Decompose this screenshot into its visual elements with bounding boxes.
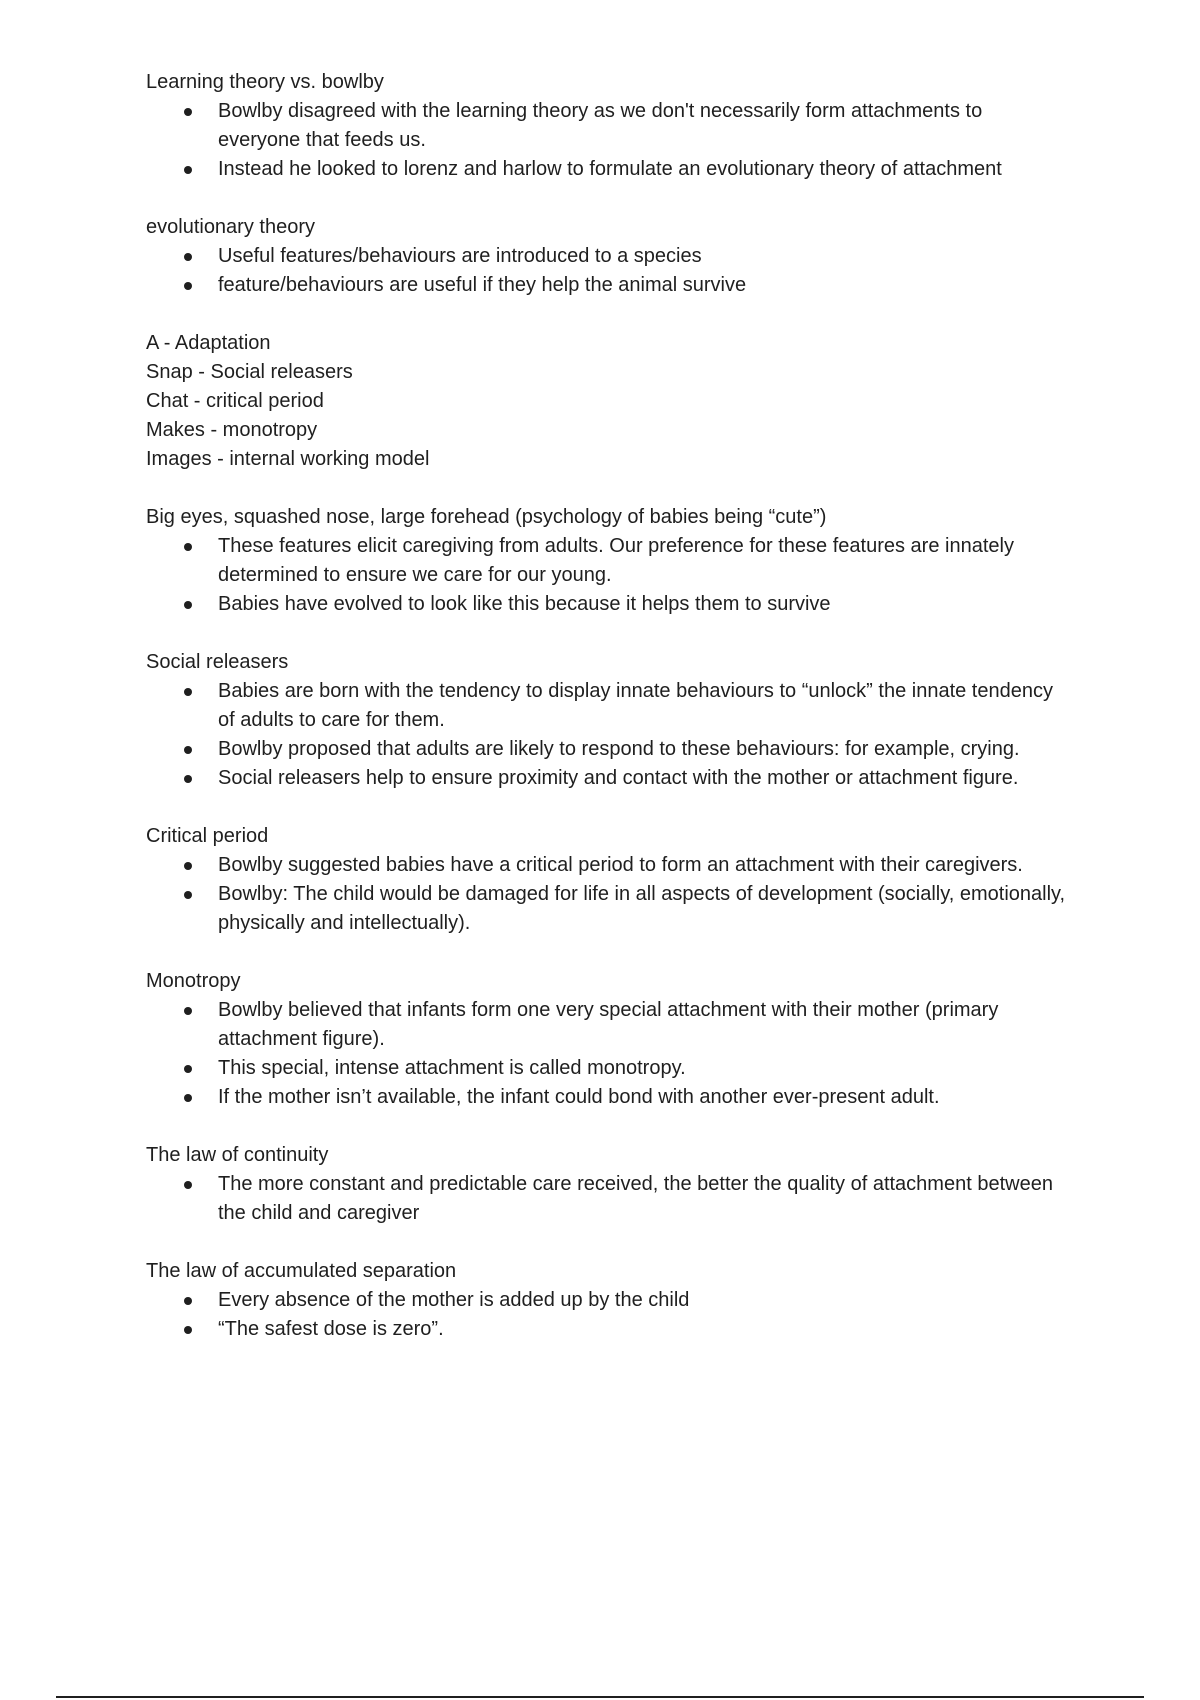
bullet-item bbox=[146, 242, 1066, 271]
bullet-item bbox=[146, 1083, 1066, 1112]
document-page bbox=[146, 68, 1066, 1373]
bullet-icon bbox=[184, 282, 192, 290]
section-mnemonic bbox=[146, 329, 1066, 474]
section-heading: evolutionary theory bbox=[146, 216, 315, 238]
bullet-text: This special, intense attachment is called monotropy. bbox=[218, 1057, 686, 1079]
section-heading: Social releasers bbox=[146, 651, 289, 673]
bullet-item bbox=[146, 851, 1066, 880]
section-heading: Monotropy bbox=[146, 970, 241, 992]
bullet-icon bbox=[184, 775, 192, 783]
bullet-list bbox=[146, 996, 1066, 1112]
section-law-of-accumulated-separation bbox=[146, 1257, 1066, 1344]
bullet-item bbox=[146, 1286, 1066, 1315]
bullet-text: The more constant and predictable care received, the better the quality of attachment between the child and caregiver bbox=[218, 1173, 1053, 1224]
section-heading: The law of continuity bbox=[146, 1144, 329, 1166]
bullet-item bbox=[146, 677, 1066, 735]
bullet-icon bbox=[184, 688, 192, 696]
section-baby-features bbox=[146, 503, 1066, 619]
bullet-icon bbox=[184, 108, 192, 116]
bullet-item bbox=[146, 996, 1066, 1054]
bullet-list bbox=[146, 242, 1066, 300]
mnemonic-line: Makes - monotropy bbox=[146, 419, 318, 441]
bullet-item bbox=[146, 880, 1066, 938]
bullet-list bbox=[146, 677, 1066, 793]
bullet-text: These features elicit caregiving from adults. Our preference for these features are innately determined to ensure we care for our young. bbox=[218, 535, 1014, 586]
section-heading: Critical period bbox=[146, 825, 269, 847]
section-law-of-continuity bbox=[146, 1141, 1066, 1228]
bullet-item bbox=[146, 1054, 1066, 1083]
bullet-text: If the mother isn’t available, the infant could bond with another ever-present adult. bbox=[218, 1086, 940, 1108]
bullet-text: Instead he looked to lorenz and harlow to formulate an evolutionary theory of attachment bbox=[218, 158, 1002, 180]
bullet-text: Bowlby believed that infants form one very special attachment with their mother (primary attachment figure). bbox=[218, 999, 999, 1050]
bullet-icon bbox=[184, 253, 192, 261]
bullet-text: Useful features/behaviours are introduced to a species bbox=[218, 245, 702, 267]
bullet-icon bbox=[184, 746, 192, 754]
bullet-text: Bowlby: The child would be damaged for life in all aspects of development (socially, emotionally, physically and intellectually). bbox=[218, 883, 1066, 934]
bullet-icon bbox=[184, 1326, 192, 1334]
section-heading: Big eyes, squashed nose, large forehead (psychology of babies being “cute”) bbox=[146, 506, 827, 528]
bullet-list bbox=[146, 97, 1066, 184]
section-social-releasers bbox=[146, 648, 1066, 793]
bullet-text: Social releasers help to ensure proximity and contact with the mother or attachment figure. bbox=[218, 767, 1019, 789]
bullet-item bbox=[146, 735, 1066, 764]
section-evolutionary-theory bbox=[146, 213, 1066, 300]
section-learning-theory bbox=[146, 68, 1066, 184]
bullet-icon bbox=[184, 891, 192, 899]
bullet-icon bbox=[184, 1181, 192, 1189]
bullet-list bbox=[146, 1170, 1066, 1228]
footer-divider bbox=[56, 1696, 1144, 1698]
bullet-icon bbox=[184, 1065, 192, 1073]
bullet-list bbox=[146, 851, 1066, 938]
bullet-text: feature/behaviours are useful if they help the animal survive bbox=[218, 274, 747, 296]
bullet-icon bbox=[184, 543, 192, 551]
bullet-item bbox=[146, 1170, 1066, 1228]
section-heading: Learning theory vs. bowlby bbox=[146, 71, 384, 93]
section-heading: The law of accumulated separation bbox=[146, 1260, 457, 1282]
section-critical-period bbox=[146, 822, 1066, 938]
bullet-item bbox=[146, 590, 1066, 619]
bullet-list bbox=[146, 1286, 1066, 1344]
mnemonic-line: Snap - Social releasers bbox=[146, 361, 353, 383]
bullet-item bbox=[146, 97, 1066, 155]
bullet-icon bbox=[184, 1007, 192, 1015]
bullet-text: Bowlby disagreed with the learning theory as we don't necessarily form attachments to everyone that feeds us. bbox=[218, 100, 983, 151]
mnemonic-line: A - Adaptation bbox=[146, 332, 271, 354]
bullet-icon bbox=[184, 166, 192, 174]
bullet-text: Babies are born with the tendency to display innate behaviours to “unlock” the innate tendency of adults to care for them. bbox=[218, 680, 1053, 731]
bullet-icon bbox=[184, 862, 192, 870]
bullet-text: Bowlby suggested babies have a critical period to form an attachment with their caregivers. bbox=[218, 854, 1023, 876]
bullet-icon bbox=[184, 601, 192, 609]
bullet-text: Every absence of the mother is added up by the child bbox=[218, 1289, 690, 1311]
bullet-icon bbox=[184, 1297, 192, 1305]
section-monotropy bbox=[146, 967, 1066, 1112]
bullet-list bbox=[146, 532, 1066, 619]
bullet-item bbox=[146, 271, 1066, 300]
bullet-item bbox=[146, 764, 1066, 793]
bullet-text: Bowlby proposed that adults are likely to respond to these behaviours: for example, crying. bbox=[218, 738, 1020, 760]
bullet-item bbox=[146, 1315, 1066, 1344]
bullet-text: Babies have evolved to look like this because it helps them to survive bbox=[218, 593, 831, 615]
mnemonic-line: Chat - critical period bbox=[146, 390, 324, 412]
bullet-item bbox=[146, 155, 1066, 184]
mnemonic-line: Images - internal working model bbox=[146, 448, 430, 470]
bullet-item bbox=[146, 532, 1066, 590]
bullet-text: “The safest dose is zero”. bbox=[218, 1318, 444, 1340]
bullet-icon bbox=[184, 1094, 192, 1102]
